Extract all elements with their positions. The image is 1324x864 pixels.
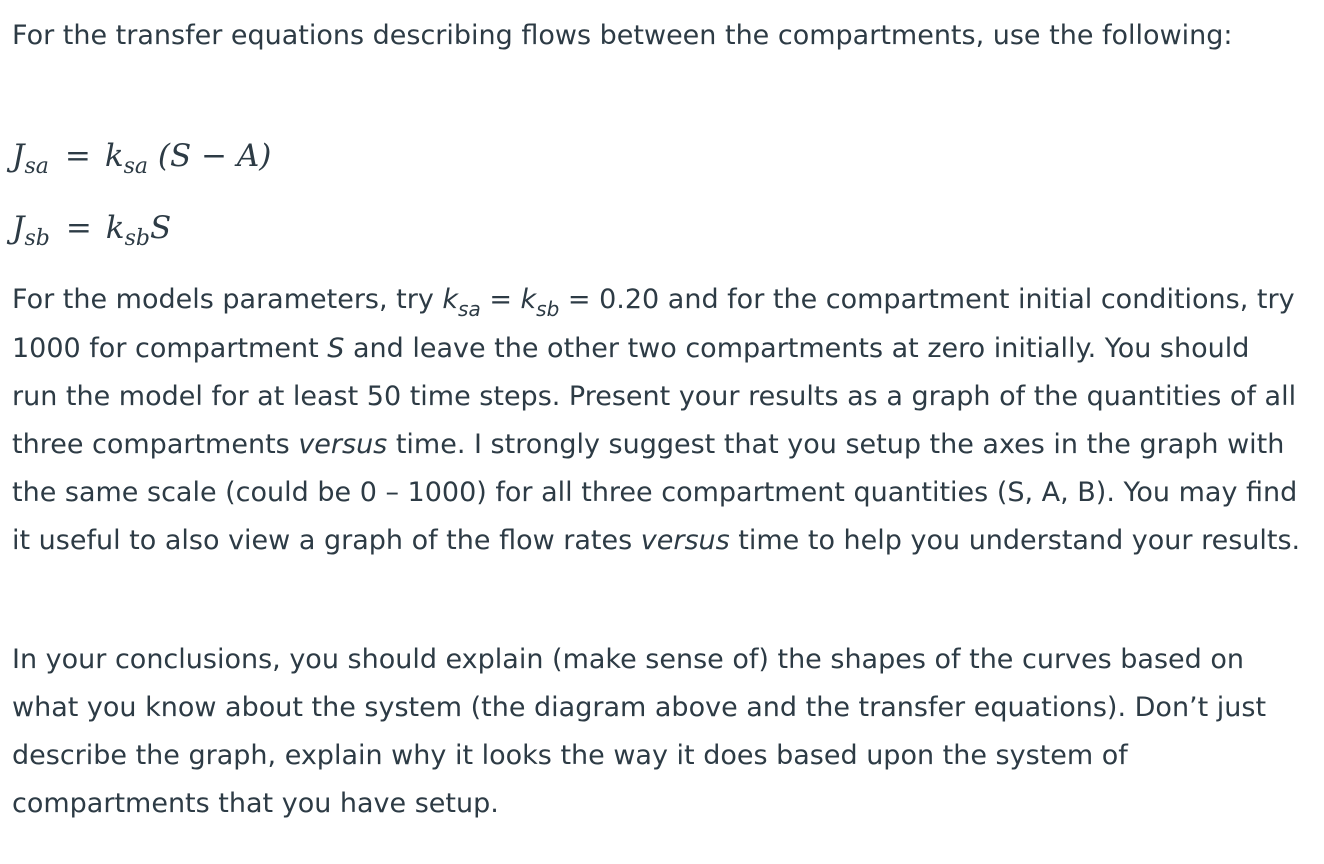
eq2-rhs-coef: k	[105, 210, 125, 246]
eq2-rhs-rest: S	[149, 210, 172, 246]
param-k2: k	[520, 284, 537, 315]
params-text-5: time. I strongly suggest that you setup the axes in the graph with the same scale (could be 0 – 1000) for all three compartment quantities (S, A, B). You may find it useful to also view a graph of the flow rates	[12, 429, 1298, 556]
eq1-equals: =	[64, 138, 91, 174]
param-k1: k	[442, 284, 459, 315]
eq1-lhs-sub: sa	[24, 154, 49, 179]
params-text-2: =	[480, 284, 521, 315]
eq2-equals: =	[65, 210, 92, 246]
eq2-lhs-sub: sb	[24, 226, 50, 251]
equation-jsa	[12, 136, 271, 180]
compartment-s: S	[327, 333, 345, 364]
params-text-3: = 0.20 and for the compartment initial conditions, try 1000 for compartment	[12, 284, 1295, 364]
versus-1: versus	[298, 429, 388, 460]
parameters-paragraph	[12, 276, 1302, 565]
params-text-1: For the models parameters, try	[12, 284, 443, 315]
eq1-rhs-sub: sa	[123, 154, 149, 179]
intro-paragraph: For the transfer equations describing flows between the compartments, use the following:	[12, 20, 1233, 51]
eq1-rhs-coef: k	[104, 138, 124, 174]
conclusions-paragraph: In your conclusions, you should explain (make sense of) the shapes of the curves based on what you know about the system (the diagram above and the transfer equations). Don’t just describe the graph, explain why it looks the way it does based upon the system of compartments that you have setup.	[12, 644, 1267, 819]
eq1-rhs-rest: (S − A)	[157, 138, 272, 174]
param-k2-sub: sb	[536, 297, 560, 321]
versus-2: versus	[640, 525, 730, 556]
params-text-4: and leave the other two compartments at zero initially. You should run the model for at least 50 time steps. Present your results as a graph of the quantities of all three compartments	[12, 333, 1297, 460]
eq2-lhs-var: J	[12, 210, 25, 246]
eq1-lhs-var: J	[12, 138, 25, 174]
param-k1-sub: sa	[458, 297, 481, 321]
equation-jsb	[12, 208, 171, 252]
params-text-6: time to help you understand your results.	[729, 525, 1301, 556]
eq2-rhs-sub: sb	[124, 226, 150, 251]
